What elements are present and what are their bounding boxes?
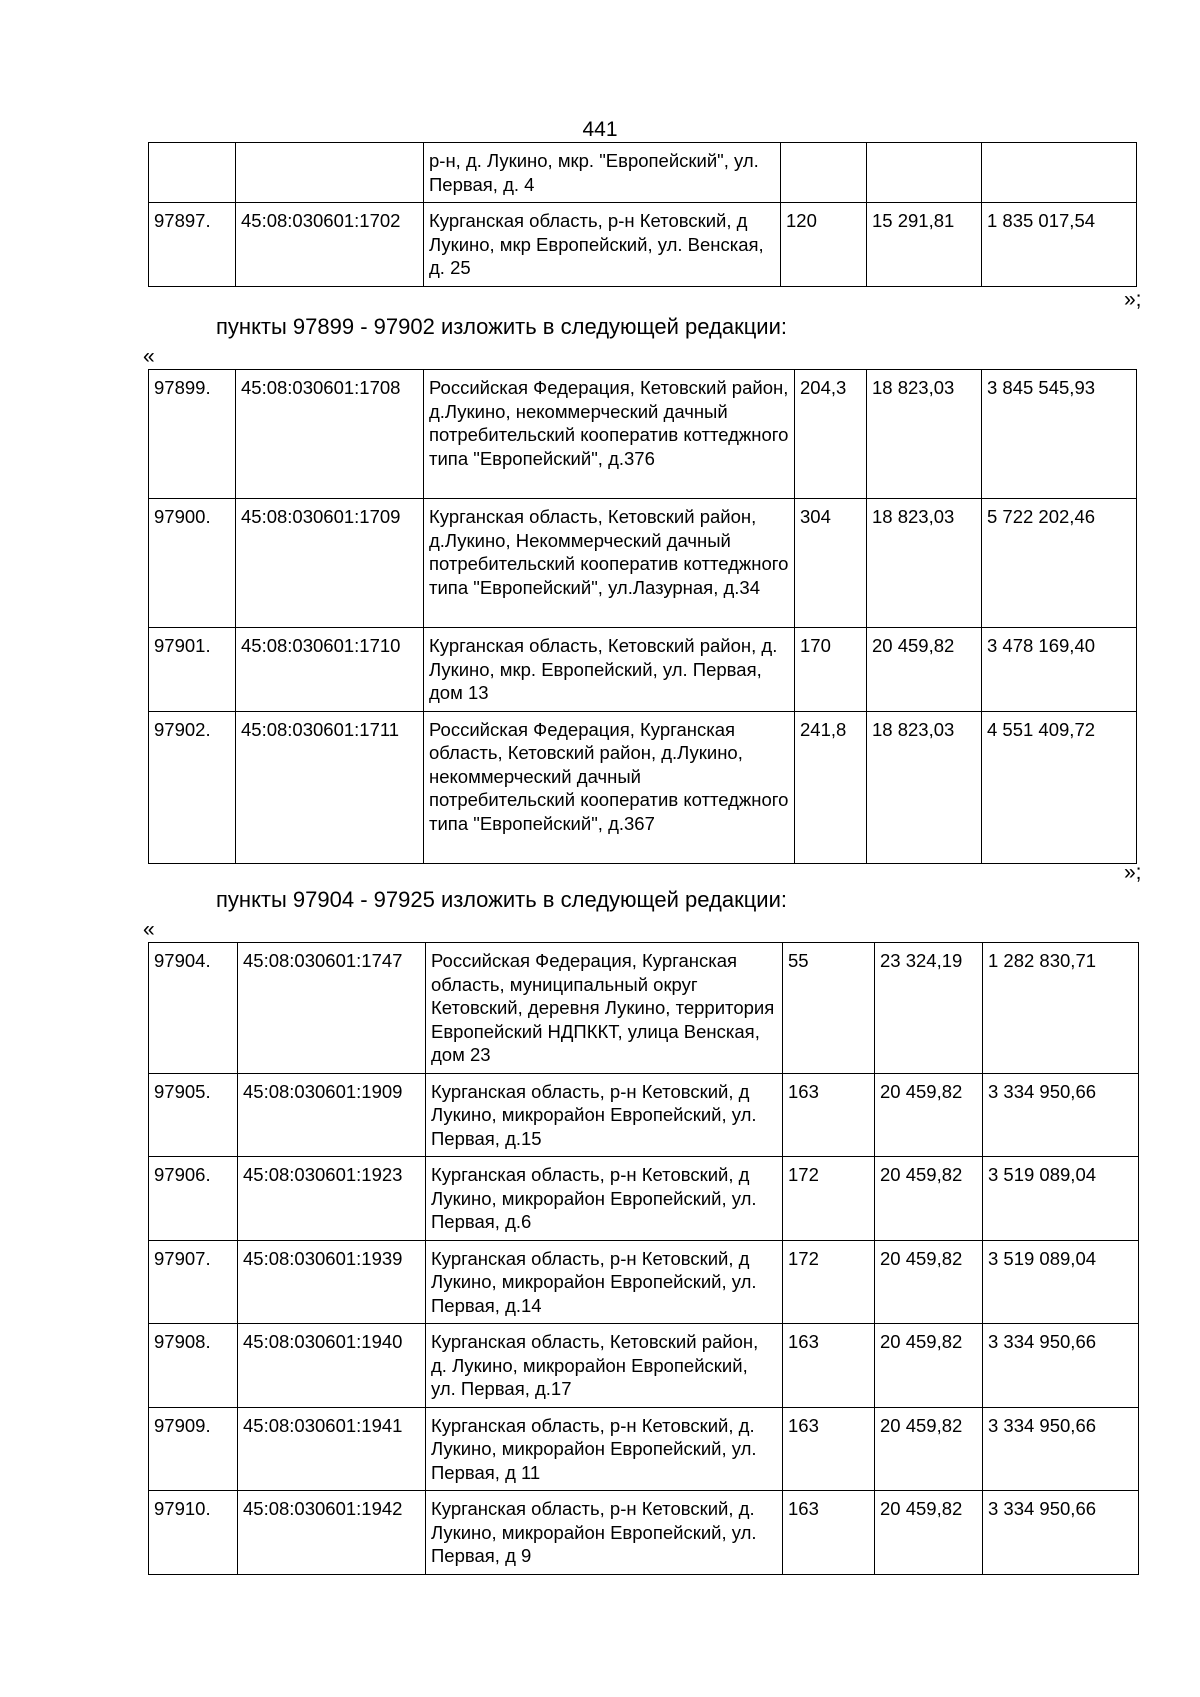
cell-cadastral: 45:08:030601:1939 (238, 1240, 426, 1324)
cell-rate: 20 459,82 (875, 1407, 983, 1491)
cell-address: Курганская область, Кетовский район, д.Лукино, Некоммерческий дачный потребительский кооператив коттеджного типа "Европейский", ул.Лазурная, д.34 (424, 499, 795, 628)
table-row (149, 1073, 1139, 1157)
cell-rate: 20 459,82 (875, 1073, 983, 1157)
cell-address: Курганская область, р-н Кетовский, д. Лукино, микрорайон Европейский, ул. Первая, д 11 (426, 1407, 783, 1491)
cell-address: Российская Федерация, Курганская область, муниципальный округ Кетовский, деревня Лукино, территория Европейский НДПККТ, улица Венская, дом 23 (426, 943, 783, 1074)
cell-cadastral (236, 143, 424, 203)
cell-address: Курганская область, Кетовский район, д. Лукино, мкр. Европейский, ул. Первая, дом 13 (424, 628, 795, 712)
cell-rate: 18 823,03 (867, 370, 982, 499)
cell-value: 3 334 950,66 (983, 1324, 1139, 1408)
opening-quote: « (143, 918, 155, 941)
cell-area: 204,3 (795, 370, 867, 499)
cell-value: 1 835 017,54 (982, 203, 1137, 287)
table-row (149, 711, 1137, 863)
cell-value: 1 282 830,71 (983, 943, 1139, 1074)
opening-quote: « (143, 345, 155, 368)
cell-number: 97909. (149, 1407, 238, 1491)
table-row (149, 943, 1139, 1074)
cell-rate: 20 459,82 (875, 1324, 983, 1408)
cell-value: 5 722 202,46 (982, 499, 1137, 628)
cell-value (982, 143, 1137, 203)
cell-number: 97910. (149, 1491, 238, 1575)
cell-cadastral: 45:08:030601:1923 (238, 1157, 426, 1241)
cell-number: 97906. (149, 1157, 238, 1241)
cell-cadastral: 45:08:030601:1909 (238, 1073, 426, 1157)
table-row (149, 1491, 1139, 1575)
table-row (149, 1407, 1139, 1491)
cell-number: 97905. (149, 1073, 238, 1157)
cell-area: 163 (783, 1324, 875, 1408)
cell-rate: 20 459,82 (875, 1157, 983, 1241)
cell-area: 304 (795, 499, 867, 628)
cell-value: 3 519 089,04 (983, 1240, 1139, 1324)
cell-rate: 18 823,03 (867, 711, 982, 863)
amendment-instruction: пункты 97904 - 97925 изложить в следующей редакции: (216, 887, 788, 912)
table-row (149, 1240, 1139, 1324)
table-row (149, 628, 1137, 712)
cell-value: 3 845 545,93 (982, 370, 1137, 499)
cell-value: 3 334 950,66 (983, 1491, 1139, 1575)
cell-cadastral: 45:08:030601:1941 (238, 1407, 426, 1491)
closing-quote: »; (1124, 861, 1142, 884)
cell-cadastral: 45:08:030601:1711 (236, 711, 424, 863)
cell-cadastral: 45:08:030601:1710 (236, 628, 424, 712)
cell-address: Курганская область, р-н Кетовский, д Лукино, мкр Европейский, ул. Венская, д. 25 (424, 203, 781, 287)
cell-number: 97904. (149, 943, 238, 1074)
cell-cadastral: 45:08:030601:1940 (238, 1324, 426, 1408)
cell-rate: 20 459,82 (875, 1240, 983, 1324)
table-row (149, 1324, 1139, 1408)
cell-value: 3 519 089,04 (983, 1157, 1139, 1241)
cell-rate: 23 324,19 (875, 943, 983, 1074)
cell-number: 97907. (149, 1240, 238, 1324)
cell-cadastral: 45:08:030601:1708 (236, 370, 424, 499)
cell-rate: 20 459,82 (875, 1491, 983, 1575)
cell-area: 120 (781, 203, 867, 287)
cell-rate: 20 459,82 (867, 628, 982, 712)
cell-rate (867, 143, 982, 203)
cell-address: Курганская область, р-н Кетовский, д Лукино, микрорайон Европейский, ул. Первая, д.14 (426, 1240, 783, 1324)
cell-number: 97901. (149, 628, 236, 712)
cell-area: 163 (783, 1407, 875, 1491)
table-amendment-1 (148, 369, 1137, 864)
cell-number: 97897. (149, 203, 236, 287)
cell-cadastral: 45:08:030601:1747 (238, 943, 426, 1074)
cell-number: 97899. (149, 370, 236, 499)
cell-address: р-н, д. Лукино, мкр. "Европейский", ул. Первая, д. 4 (424, 143, 781, 203)
cell-value: 3 478 169,40 (982, 628, 1137, 712)
cell-number: 97900. (149, 499, 236, 628)
cell-value: 4 551 409,72 (982, 711, 1137, 863)
cell-rate: 18 823,03 (867, 499, 982, 628)
cell-area: 241,8 (795, 711, 867, 863)
cell-cadastral: 45:08:030601:1709 (236, 499, 424, 628)
cell-value: 3 334 950,66 (983, 1407, 1139, 1491)
cell-area (781, 143, 867, 203)
cell-address: Курганская область, р-н Кетовский, д Лукино, микрорайон Европейский, ул. Первая, д.6 (426, 1157, 783, 1241)
table-row (149, 499, 1137, 628)
cell-area: 55 (783, 943, 875, 1074)
cell-area: 163 (783, 1491, 875, 1575)
table-row (149, 1157, 1139, 1241)
table-row (149, 370, 1137, 499)
closing-quote: »; (1124, 288, 1142, 311)
table-amendment-2 (148, 942, 1139, 1575)
cell-area: 172 (783, 1240, 875, 1324)
amendment-instruction: пункты 97899 - 97902 изложить в следующей редакции: (216, 314, 788, 339)
cell-address: Российская Федерация, Кетовский район, д.Лукино, некоммерческий дачный потребительский кооператив коттеджного типа "Европейский", д.376 (424, 370, 795, 499)
cell-value: 3 334 950,66 (983, 1073, 1139, 1157)
cell-area: 163 (783, 1073, 875, 1157)
cell-address: Курганская область, р-н Кетовский, д Лукино, микрорайон Европейский, ул. Первая, д.15 (426, 1073, 783, 1157)
cell-cadastral: 45:08:030601:1702 (236, 203, 424, 287)
cell-number: 97902. (149, 711, 236, 863)
cell-area: 172 (783, 1157, 875, 1241)
cell-address: Российская Федерация, Курганская область, Кетовский район, д.Лукино, некоммерческий дачный потребительский кооператив коттеджного типа "Европейский", д.367 (424, 711, 795, 863)
table-row (149, 143, 1137, 203)
cell-rate: 15 291,81 (867, 203, 982, 287)
table-continued (148, 142, 1137, 287)
cell-number (149, 143, 236, 203)
cell-cadastral: 45:08:030601:1942 (238, 1491, 426, 1575)
cell-area: 170 (795, 628, 867, 712)
cell-number: 97908. (149, 1324, 238, 1408)
page-number: 441 (582, 118, 618, 141)
cell-address: Курганская область, р-н Кетовский, д. Лукино, микрорайон Европейский, ул. Первая, д 9 (426, 1491, 783, 1575)
cell-address: Курганская область, Кетовский район, д. Лукино, микрорайон Европейский, ул. Первая, д.17 (426, 1324, 783, 1408)
table-row (149, 203, 1137, 287)
